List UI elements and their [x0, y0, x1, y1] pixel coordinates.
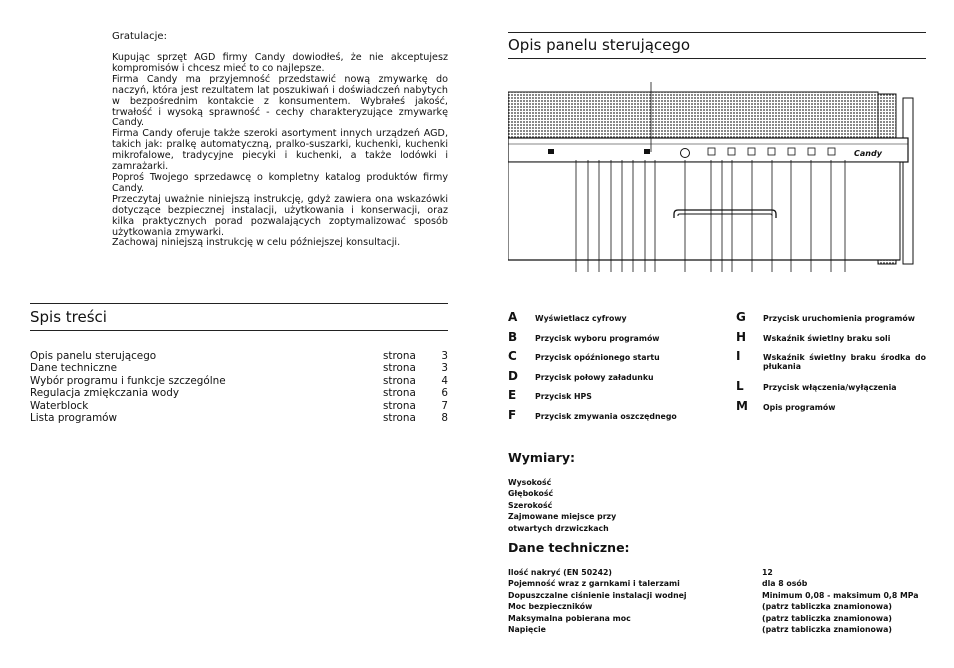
legend-letter: G [736, 310, 746, 324]
dimension-item: Głębokość [508, 489, 554, 499]
tech-row [508, 578, 928, 589]
legend-text: Przycisk wyboru programów [535, 333, 660, 343]
toc-word: strona [383, 362, 416, 375]
dimensions-list [508, 477, 616, 534]
panel-title: Opis panelu sterującego [508, 36, 691, 54]
tech-data-title: Dane techniczne: [508, 540, 630, 555]
legend-letter: C [508, 349, 517, 364]
toc-label: Waterblock [30, 399, 89, 412]
legend-left [508, 310, 718, 431]
legend-text: Przycisk HPS [535, 392, 592, 402]
legend-item [508, 329, 718, 353]
dimension-item: Szerokość [508, 500, 553, 510]
toc-word: strona [383, 374, 416, 387]
legend-letter: B [508, 329, 518, 344]
toc-word: strona [383, 411, 416, 424]
tech-value: (patrz tabliczka znamionowa) [762, 602, 892, 612]
legend-item [508, 407, 718, 431]
legend-item [736, 379, 926, 402]
tech-value: (patrz tabliczka znamionowa) [762, 624, 892, 634]
legend-letter: L [736, 379, 744, 394]
toc-row[interactable] [30, 412, 448, 424]
legend-item [508, 310, 718, 333]
legend-right [736, 310, 926, 421]
toc-word: strona [383, 399, 416, 412]
legend-letter: A [508, 310, 518, 324]
legend-text: Przycisk zmywania oszczędnego [535, 411, 677, 421]
intro-paragraph: Przeczytaj uważnie niniejszą instrukcję, gdyż zawiera ona wskazówki dotyczące bezpiecznej instalacji, użytkowania i konserwacji, oraz kilka praktycznych porad pozwalających zoptymalizować sposób użytkowania zmywarki. [112, 193, 448, 238]
toc-page: 3 [441, 350, 448, 362]
dimension-item: Zajmowane miejsce przy [508, 512, 617, 522]
tech-label: Napięcie [508, 624, 546, 634]
legend-item [508, 368, 718, 392]
control-panel-diagram [508, 82, 928, 272]
toc-row[interactable] [30, 350, 448, 362]
tech-value: (patrz tabliczka znamionowa) [762, 613, 892, 623]
legend-letter: H [736, 329, 747, 344]
legend-letter: F [508, 407, 517, 422]
toc-label: Regulacja zmiękczania wody [30, 387, 179, 400]
toc-page: 3 [441, 362, 448, 375]
legend-text: Przycisk włączenia/wyłączenia [763, 383, 897, 393]
toc-word: strona [383, 350, 416, 362]
tech-value: Minimum 0,08 - maksimum 0,8 MPa [762, 590, 919, 600]
legend-item [508, 388, 718, 411]
legend-text: Wskaźnik świetlny braku soli [763, 333, 891, 343]
tech-row [508, 613, 928, 624]
dimensions-title: Wymiary: [508, 450, 575, 465]
tech-value: 12 [762, 568, 773, 577]
toc-row[interactable] [30, 362, 448, 374]
tech-row [508, 624, 928, 635]
tech-data-table [508, 567, 928, 635]
greeting: Gratulacje: [112, 31, 167, 42]
legend-item [508, 349, 718, 372]
tech-value: dla 8 osób [762, 579, 808, 589]
toc-page: 7 [441, 399, 448, 412]
toc-page: 4 [441, 374, 448, 387]
tech-label: Dopuszczalne ciśnienie instalacji wodnej [508, 590, 687, 600]
legend-letter: I [736, 349, 741, 364]
legend-item [736, 349, 926, 382]
intro-paragraph: Kupując sprzęt AGD firmy Candy dowiodłeś, że nie akceptujesz kompromisów i chcesz mieć to co najlepsze. [112, 52, 448, 74]
intro-paragraph: Zachowaj niniejszą instrukcję w celu późniejszej konsultacji. [112, 237, 401, 249]
panel-bottom-rule [508, 58, 926, 59]
legend-text: Wskaźnik świetlny braku środka do płukania [763, 353, 926, 372]
tech-label: Maksymalna pobierana moc [508, 613, 631, 623]
dimension-item: otwartych drzwiczkach [508, 523, 609, 533]
tech-label: Ilość nakryć (EN 50242) [508, 568, 612, 577]
toc-top-rule [30, 303, 448, 304]
toc-row[interactable] [30, 400, 448, 412]
legend-letter: M [736, 398, 748, 413]
toc-word: strona [383, 387, 416, 400]
toc-row[interactable] [30, 387, 448, 399]
legend-item [736, 329, 926, 353]
tech-row [508, 601, 928, 612]
tech-row [508, 590, 928, 601]
legend-text: Przycisk opóźnionego startu [535, 353, 660, 363]
tech-label: Moc bezpieczników [508, 602, 593, 612]
legend-item [736, 310, 926, 333]
table-of-contents [30, 350, 448, 424]
tech-row [508, 567, 928, 578]
panel-top-rule [508, 32, 926, 33]
intro-paragraph: Poproś Twojego sprzedawcę o kompletny katalog produktów firmy Candy. [112, 171, 448, 194]
legend-text: Przycisk połowy załadunku [535, 372, 654, 382]
toc-page: 6 [441, 387, 448, 400]
intro-paragraph: Firma Candy ma przyjemność przedstawić nową zmywarkę do naczyń, która jest rezultatem lat poszukiwań i doświadczeń nabytych w bezpośrednim kontakcie z konsumentem. Wybrałeś jakość, trwałość i wysoką sprawność - cechy charakteryzujące zmywarkę Candy. [112, 73, 448, 129]
intro-text [112, 53, 448, 249]
legend-letter: E [508, 388, 517, 403]
toc-bottom-rule [30, 330, 448, 331]
intro-paragraph: Firma Candy oferuje także szeroki asortyment innych urządzeń AGD, takich jak: pralkę automatyczną, pralko-suszarki, kuchenki, kuchenki mikrofalowe, tradycyjne piecyki i kuchenki, a także lodówki i zamrażarki. [112, 128, 448, 173]
toc-title: Spis treści [30, 308, 107, 326]
legend-text: Opis programów [763, 402, 836, 412]
tech-label: Pojemność wraz z garnkami i talerzami [508, 579, 680, 589]
toc-row[interactable] [30, 375, 448, 387]
dimension-item: Wysokość [508, 478, 552, 487]
toc-page: 8 [441, 411, 448, 424]
toc-label: Wybór programu i funkcje szczególne [30, 374, 226, 387]
toc-label: Opis panelu sterującego [30, 350, 157, 362]
toc-label: Dane techniczne [30, 362, 118, 375]
legend-text: Przycisk uruchomienia programów [763, 314, 915, 323]
legend-text: Wyświetlacz cyfrowy [535, 314, 627, 323]
legend-letter: D [508, 368, 518, 383]
legend-item [736, 398, 926, 422]
candy-logo: Candy [854, 149, 882, 158]
toc-label: Lista programów [30, 411, 118, 424]
